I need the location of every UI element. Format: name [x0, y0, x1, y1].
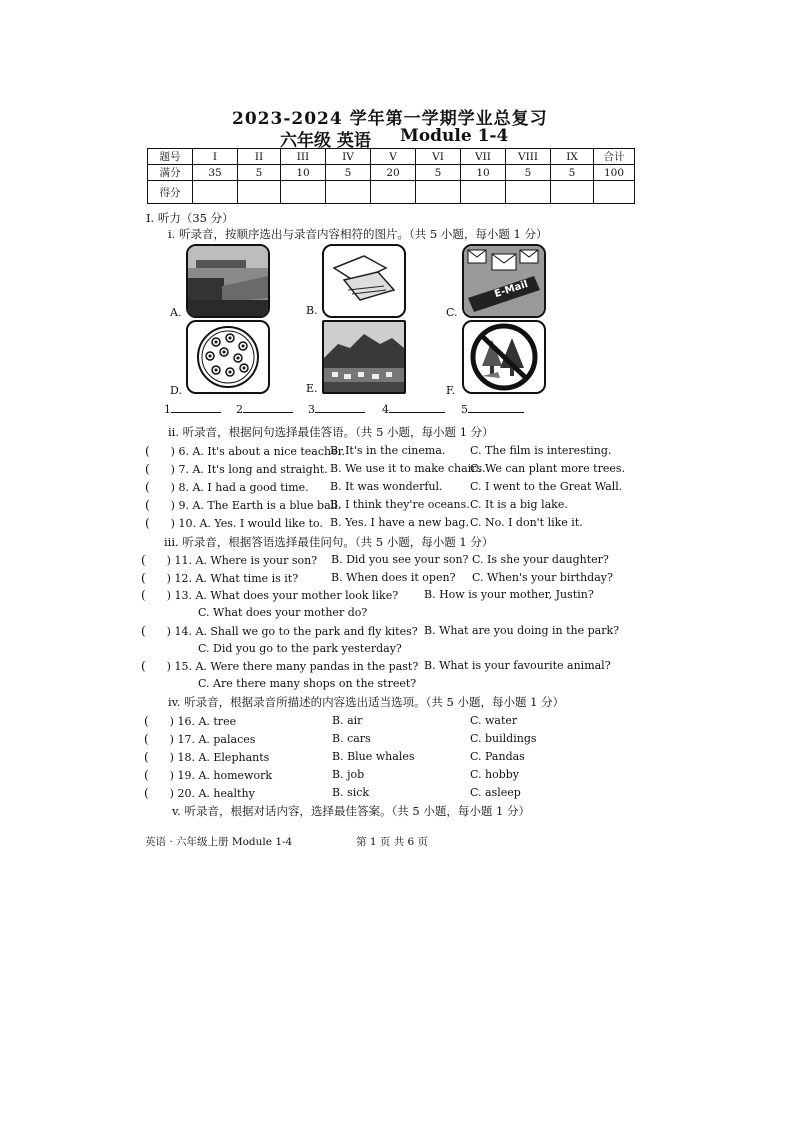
question-option-b: B. It was wonderful.	[330, 480, 443, 493]
score-input-cell[interactable]	[281, 181, 326, 204]
full-mark-cell: 20	[371, 165, 416, 181]
question-option-b: B. We use it to make chairs.	[330, 462, 486, 475]
score-input-cell[interactable]	[506, 181, 551, 204]
question-option-a: ) 15. A. Were there many pandas in the past?	[166, 660, 419, 673]
column-header: VIII	[506, 149, 551, 165]
question-row[interactable]: ( ) 12. A. What time is it?	[141, 571, 299, 585]
question-option-a: ) 19. A. homework	[169, 769, 272, 782]
blank-number: 3	[308, 403, 315, 416]
row-label: 满分	[148, 165, 193, 181]
question-option-c: C. buildings	[470, 732, 537, 745]
question-row[interactable]: ( ) 15. A. Were there many pandas in the past?	[141, 659, 419, 673]
column-header: IV	[326, 149, 371, 165]
email-caption: E-Mail	[493, 278, 530, 301]
column-header: VI	[416, 149, 461, 165]
question-option-b: B. When does it open?	[331, 571, 456, 584]
part-iv-instruction: iv. 听录音，根据录音所描述的内容选出适当选项。（共 5 小题，每小题 1 分）	[168, 695, 565, 709]
full-mark-cell: 5	[416, 165, 461, 181]
question-row[interactable]: ( ) 17. A. palaces	[144, 732, 256, 746]
question-option-c: C. I went to the Great Wall.	[470, 480, 623, 493]
full-mark-cell: 5	[506, 165, 551, 181]
answer-blank-3[interactable]	[308, 402, 365, 416]
column-header: VII	[461, 149, 506, 165]
full-mark-cell: 5	[551, 165, 594, 181]
question-option-a: ) 6. A. It's about a nice teacher.	[170, 445, 346, 458]
question-option-c: C. asleep	[470, 786, 521, 799]
full-mark-cell: 5	[326, 165, 371, 181]
column-header: III	[281, 149, 326, 165]
question-option-a: ) 10. A. Yes. I would like to.	[170, 517, 323, 530]
answer-blank-5[interactable]	[461, 402, 524, 416]
score-row-earned	[148, 181, 635, 204]
answer-blank-4[interactable]	[382, 402, 445, 416]
column-header: V	[371, 149, 416, 165]
picture-letter: F.	[446, 384, 456, 397]
question-row[interactable]: ( ) 8. A. I had a good time.	[145, 480, 309, 494]
question-option-b: B. job	[332, 768, 365, 781]
picture-letter: C.	[446, 306, 458, 319]
question-row[interactable]: ( ) 11. A. Where is your son?	[141, 553, 318, 567]
picture-letter: A.	[170, 306, 182, 319]
pizza-icon	[186, 320, 270, 394]
question-row[interactable]: ( ) 19. A. homework	[144, 768, 272, 782]
question-option-b: B. Did you see your son?	[331, 553, 469, 566]
question-option-b: B. What are you doing in the park?	[424, 624, 620, 637]
question-option-c: C. Pandas	[470, 750, 525, 763]
score-row-full	[148, 165, 635, 181]
question-option-a: ) 18. A. Elephants	[169, 751, 270, 764]
row-label: 得分	[148, 181, 193, 204]
question-option-b: B. I think they're oceans.	[330, 498, 470, 511]
column-header: II	[238, 149, 281, 165]
question-option-a: ) 9. A. The Earth is a blue ball.	[170, 499, 342, 512]
answer-blank-2[interactable]	[236, 402, 293, 416]
question-option-c: C. No. I don't like it.	[470, 516, 583, 529]
question-row[interactable]: ( ) 16. A. tree	[144, 714, 237, 728]
score-row-number	[148, 149, 635, 165]
part-i-instruction: i. 听录音，按顺序选出与录音内容相符的图片。（共 5 小题，每小题 1 分）	[168, 227, 548, 241]
question-option-c: C. When's your birthday?	[472, 571, 613, 584]
question-row[interactable]: ( ) 13. A. What does your mother look like?	[141, 588, 399, 602]
full-mark-cell: 10	[281, 165, 326, 181]
score-input-cell[interactable]	[416, 181, 461, 204]
blank-number: 2	[236, 403, 243, 416]
full-mark-cell: 35	[193, 165, 238, 181]
question-option-c: C. hobby	[470, 768, 520, 781]
question-option-c: C. Is she your daughter?	[472, 553, 609, 566]
row-label: 题号	[148, 149, 193, 165]
page-title: 2023-2024 学年第一学期学业总复习	[232, 109, 548, 129]
question-option-b: B. air	[332, 714, 363, 727]
grade-subject: 六年级 英语	[280, 131, 371, 151]
email-icon	[462, 244, 546, 318]
question-option-a: ) 12. A. What time is it?	[166, 572, 299, 585]
module-title: Module 1-4	[400, 126, 509, 146]
score-input-cell[interactable]	[193, 181, 238, 204]
part-ii-instruction: ii. 听录音，根据问句选择最佳答语。（共 5 小题，每小题 1 分）	[168, 425, 494, 439]
blank-number: 5	[461, 403, 468, 416]
question-row[interactable]: ( ) 14. A. Shall we go to the park and fly kites?	[141, 624, 418, 638]
question-option-b: B. sick	[332, 786, 370, 799]
score-table	[147, 148, 635, 204]
landscape-photo-icon	[186, 244, 270, 318]
question-option-a: ) 14. A. Shall we go to the park and fly kites?	[166, 625, 418, 638]
section-heading: I. 听力（35 分）	[146, 211, 234, 225]
score-input-cell[interactable]	[594, 181, 635, 204]
full-mark-cell: 10	[461, 165, 506, 181]
question-option-a: ) 8. A. I had a good time.	[170, 481, 309, 494]
question-option-a: ) 16. A. tree	[169, 715, 237, 728]
mountain-town-icon	[322, 320, 406, 394]
question-option-a: ) 7. A. It's long and straight.	[170, 463, 328, 476]
question-option-c: C. Are there many shops on the street?	[198, 677, 417, 690]
picture-letter: D.	[170, 384, 182, 397]
score-input-cell[interactable]	[371, 181, 416, 204]
papers-icon	[322, 244, 406, 318]
column-header: 合计	[594, 149, 635, 165]
blank-number: 4	[382, 403, 389, 416]
question-option-b: B. cars	[332, 732, 371, 745]
question-option-b: B. Yes. I have a new bag.	[330, 516, 469, 529]
question-option-c: C. The film is interesting.	[470, 444, 612, 457]
column-header: I	[193, 149, 238, 165]
column-header: IX	[551, 149, 594, 165]
footer-course: 英语 · 六年级上册 Module 1-4	[145, 836, 293, 848]
question-option-c: C. We can plant more trees.	[470, 462, 626, 475]
no-tree-cutting-icon	[462, 320, 546, 394]
question-option-a: ) 13. A. What does your mother look like?	[166, 589, 399, 602]
part-iii-instruction: iii. 听录音，根据答语选择最佳问句。（共 5 小题，每小题 1 分）	[164, 535, 494, 549]
question-row[interactable]: ( ) 20. A. healthy	[144, 786, 255, 800]
question-row[interactable]: ( ) 18. A. Elephants	[144, 750, 270, 764]
score-input-cell[interactable]	[326, 181, 371, 204]
question-option-c: C. water	[470, 714, 518, 727]
part-v-instruction: v. 听录音，根据对话内容，选择最佳答案。（共 5 小题，每小题 1 分）	[172, 804, 530, 818]
question-option-b: B. What is your favourite animal?	[424, 659, 611, 672]
answer-blank-1[interactable]	[164, 402, 221, 416]
question-option-b: B. How is your mother, Justin?	[424, 588, 594, 601]
question-option-c: C. What does your mother do?	[198, 606, 368, 619]
question-row[interactable]: ( ) 7. A. It's long and straight.	[145, 462, 328, 476]
question-option-a: ) 11. A. Where is your son?	[166, 554, 318, 567]
picture-letter: B.	[306, 304, 318, 317]
question-row[interactable]: ( ) 10. A. Yes. I would like to.	[145, 516, 323, 530]
question-option-a: ) 17. A. palaces	[169, 733, 256, 746]
blank-number: 1	[164, 403, 171, 416]
score-input-cell[interactable]	[551, 181, 594, 204]
question-option-a: ) 20. A. healthy	[169, 787, 255, 800]
picture-letter: E.	[306, 382, 318, 395]
score-input-cell[interactable]	[461, 181, 506, 204]
question-option-c: C. It is a big lake.	[470, 498, 568, 511]
full-mark-cell: 100	[594, 165, 635, 181]
footer-page-number: 第 1 页 共 6 页	[356, 836, 429, 848]
question-option-c: C. Did you go to the park yesterday?	[198, 642, 402, 655]
question-option-b: B. It's in the cinema.	[330, 444, 446, 457]
score-input-cell[interactable]	[238, 181, 281, 204]
question-row[interactable]: ( ) 9. A. The Earth is a blue ball.	[145, 498, 342, 512]
question-option-b: B. Blue whales	[332, 750, 415, 763]
full-mark-cell: 5	[238, 165, 281, 181]
question-row[interactable]: ( ) 6. A. It's about a nice teacher.	[145, 444, 346, 458]
